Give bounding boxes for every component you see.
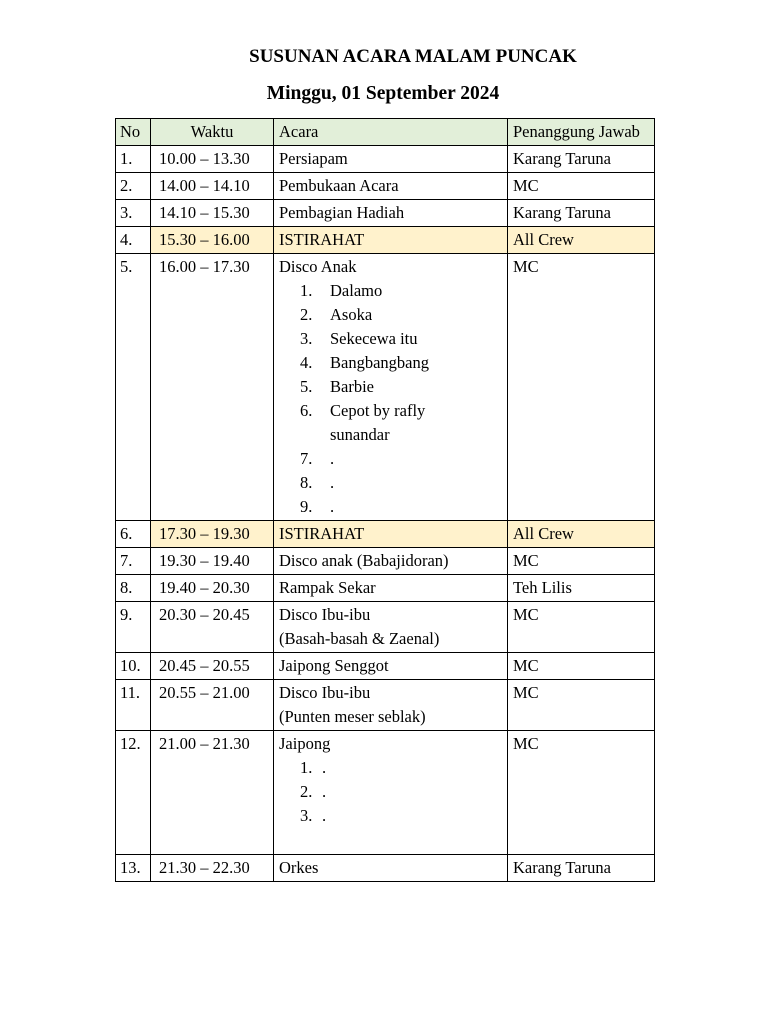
row-waktu: 17.30 – 19.30 [151, 521, 274, 548]
list-item: 2. Asoka [300, 305, 373, 324]
row-acara: Rampak Sekar [274, 575, 508, 602]
blank-line [279, 828, 507, 853]
row-pj: Karang Taruna [508, 200, 655, 227]
row-pj: MC [508, 680, 655, 731]
row-waktu: 14.10 – 15.30 [151, 200, 274, 227]
table-row [116, 653, 655, 680]
row-acara: ISTIRAHAT [274, 521, 508, 548]
row-acara-with-list [274, 254, 508, 521]
table-row [116, 731, 655, 855]
header-penanggung-jawab: Penanggung Jawab [508, 119, 655, 146]
row-acara: Persiapam [274, 146, 508, 173]
row-acara-with-list [274, 731, 508, 855]
list-item: 6. Cepot by rafly sunandar [300, 401, 426, 444]
row-acara: Orkes [274, 855, 508, 882]
row-waktu: 19.40 – 20.30 [151, 575, 274, 602]
list-item: 2. . [300, 782, 327, 801]
list-item: 9. . [300, 497, 335, 516]
table-row [116, 548, 655, 575]
row-acara: Pembukaan Acara [274, 173, 508, 200]
row-no: 7. [116, 548, 151, 575]
row-waktu: 20.45 – 20.55 [151, 653, 274, 680]
row-pj: MC [508, 173, 655, 200]
row-no: 5. [116, 254, 151, 521]
row-no: 6. [116, 521, 151, 548]
table-row [116, 146, 655, 173]
row-no: 9. [116, 602, 151, 653]
row-no: 13. [116, 855, 151, 882]
header-no: No [116, 119, 151, 146]
list-item: 4. Bangbangbang [300, 353, 429, 372]
row-no: 12. [116, 731, 151, 855]
table-header-row [116, 119, 655, 146]
row-waktu: 15.30 – 16.00 [151, 227, 274, 254]
document-date: Minggu, 01 September 2024 [266, 83, 500, 104]
row-acara [274, 602, 508, 653]
header-acara: Acara [274, 119, 508, 146]
list-item: 3. Sekecewa itu [300, 329, 418, 348]
list-item: 7. . [300, 449, 335, 468]
row-waktu: 21.30 – 22.30 [151, 855, 274, 882]
row-no: 1. [116, 146, 151, 173]
row-no: 11. [116, 680, 151, 731]
table-row [116, 575, 655, 602]
table-row-break [116, 521, 655, 548]
row-acara: Pembagian Hadiah [274, 200, 508, 227]
table-row [116, 254, 655, 521]
row-pj: Karang Taruna [508, 855, 655, 882]
row-waktu: 19.30 – 19.40 [151, 548, 274, 575]
list-item: 1. . [300, 758, 327, 777]
row-waktu: 14.00 – 14.10 [151, 173, 274, 200]
list-item: 5. Barbie [300, 377, 374, 396]
row-acara-line2: (Punten meser seblak) [279, 707, 426, 726]
row-acara-label: Disco Anak [279, 257, 357, 276]
schedule-table [115, 118, 655, 882]
row-acara-line1: Disco Ibu-ibu [279, 605, 371, 624]
row-waktu: 20.55 – 21.00 [151, 680, 274, 731]
row-no: 3. [116, 200, 151, 227]
row-pj: Teh Lilis [508, 575, 655, 602]
table-row [116, 200, 655, 227]
row-waktu: 20.30 – 20.45 [151, 602, 274, 653]
table-row [116, 602, 655, 653]
row-acara-line2: (Basah-basah & Zaenal) [279, 629, 440, 648]
table-row [116, 173, 655, 200]
row-acara-label: Jaipong [279, 734, 331, 753]
row-waktu: 10.00 – 13.30 [151, 146, 274, 173]
row-acara: Disco anak (Babajidoran) [274, 548, 508, 575]
row-pj: MC [508, 731, 655, 855]
document-title: SUSUNAN ACARA MALAM PUNCAK [249, 46, 577, 67]
list-item: 1. Dalamo [300, 281, 383, 300]
row-no: 10. [116, 653, 151, 680]
row-no: 2. [116, 173, 151, 200]
row-no: 8. [116, 575, 151, 602]
row-pj: MC [508, 653, 655, 680]
row-acara [274, 680, 508, 731]
row-acara: ISTIRAHAT [274, 227, 508, 254]
list-item: 8. . [300, 473, 335, 492]
row-waktu: 16.00 – 17.30 [151, 254, 274, 521]
row-acara: Jaipong Senggot [274, 653, 508, 680]
row-pj: All Crew [508, 227, 655, 254]
row-pj: MC [508, 602, 655, 653]
table-row-break [116, 227, 655, 254]
row-pj: MC [508, 548, 655, 575]
table-row [116, 680, 655, 731]
row-no: 4. [116, 227, 151, 254]
header-waktu: Waktu [151, 119, 274, 146]
row-pj: MC [508, 254, 655, 521]
row-acara-line1: Disco Ibu-ibu [279, 683, 371, 702]
row-pj: Karang Taruna [508, 146, 655, 173]
list-item: 3. . [300, 806, 327, 825]
table-row [116, 855, 655, 882]
row-waktu: 21.00 – 21.30 [151, 731, 274, 855]
row-pj: All Crew [508, 521, 655, 548]
